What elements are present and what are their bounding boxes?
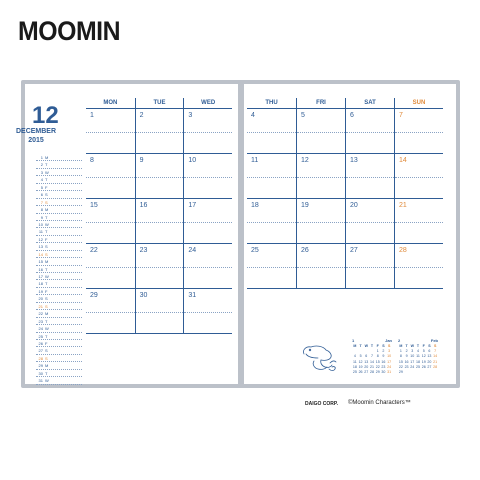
mini-calendar-day: 2 [405,349,408,354]
day-list-weekday: W [45,221,49,227]
mini-calendar-day: 12 [358,359,363,364]
day-list-number: 3 [40,169,43,175]
day-list [36,154,82,385]
day-list-row [36,243,82,250]
day-list-number: 25 [38,333,43,339]
day-list-weekday: T [45,281,48,287]
mini-calendar-day: 14 [369,359,374,364]
day-list-weekday: M [45,155,49,160]
mini-calendar-day: 6 [428,349,431,354]
weekday-header: SAT [345,98,394,109]
mini-calendar-day: 25 [415,364,420,369]
mini-calendar-day: 22 [375,364,380,369]
day-cell[interactable]: 29 [86,289,135,334]
day-list-number: 28 [38,355,43,361]
mini-calendar-weekday: T [416,344,420,348]
mini-calendar-day: 8 [399,354,402,359]
day-list-row [36,370,82,377]
day-cell[interactable]: 27 [345,244,394,289]
weekday-header: FRI [296,98,345,109]
day-list-number: 26 [38,340,43,346]
mini-calendar-day: 11 [352,359,357,364]
day-list-row [36,161,82,168]
month-number: 12 [32,102,59,129]
mini-calendar-weekday: S [387,344,391,348]
publisher-logo: DAIGO CORP. [305,401,338,407]
day-list-number: 2 [40,162,43,168]
day-list-number: 8 [40,207,43,213]
day-list-row [36,325,82,332]
day-list-row [36,355,82,362]
mini-calendar-weekday: M [353,344,357,348]
mini-calendar-day: 9 [382,354,385,359]
day-list-weekday: T [45,177,48,183]
day-cell[interactable]: 2 [135,109,184,154]
day-list-row [36,362,82,369]
mini-calendar-day: 2 [382,349,385,354]
day-list-weekday: M [45,259,49,265]
day-list-weekday: F [45,288,48,294]
day-list-number: 12 [38,236,43,242]
day-list-number: 10 [38,221,43,227]
day-list-row [36,206,82,213]
day-cell[interactable]: 20 [345,199,394,244]
day-cell[interactable]: 3 [183,109,232,154]
mini-calendar-day: 10 [410,354,415,359]
day-cell[interactable]: 18 [247,199,296,244]
day-cell[interactable]: 23 [135,244,184,289]
day-cell[interactable]: 4 [247,109,296,154]
mini-calendar-day: 11 [416,354,420,359]
mini-calendar-day: 10 [387,354,392,359]
day-cell[interactable]: 31 [183,289,232,334]
day-list-row [36,236,82,243]
mini-calendar-day: 26 [421,364,426,369]
day-list-number: 29 [38,363,43,369]
day-list-weekday: F [45,184,48,190]
day-list-weekday: S [45,296,48,302]
day-cell[interactable]: 5 [296,109,345,154]
day-list-number: 11 [38,229,43,235]
mini-calendar-grid [352,344,392,375]
mini-calendar-day: 23 [381,364,386,369]
day-list-row [36,184,82,191]
mini-calendar-month-label: Jan [385,338,392,343]
mini-calendar-day: 13 [427,354,432,359]
day-list-row [36,310,82,317]
day-list-weekday: F [45,340,48,346]
day-cell[interactable]: 14 [394,154,443,199]
day-list-row [36,199,82,206]
day-list-weekday: T [45,229,48,235]
day-list-weekday: M [45,363,49,369]
day-list-weekday: M [45,311,49,317]
mini-calendar-month-number: 1 [352,338,355,343]
mini-calendar-day: 21 [369,364,374,369]
day-cell[interactable]: 26 [296,244,345,289]
day-list-number: 31 [38,378,43,384]
day-list-number: 13 [38,244,43,250]
day-cell[interactable]: 12 [296,154,345,199]
mini-calendar-month-number: 2 [398,338,401,343]
mini-calendar-day: 21 [433,359,438,364]
day-cell[interactable]: 10 [183,154,232,199]
day-cell[interactable]: 30 [135,289,184,334]
day-cell[interactable]: 9 [135,154,184,199]
day-list-row [36,221,82,228]
day-cell[interactable]: 1 [86,109,135,154]
day-list-number: 18 [38,281,43,287]
day-list-weekday: T [45,266,48,272]
day-list-row [36,154,82,161]
mini-calendar-day: 7 [434,349,437,354]
day-list-number: 4 [40,177,43,183]
mini-calendar-day: 13 [364,359,369,364]
day-cell[interactable]: 25 [247,244,296,289]
day-list-row [36,273,82,280]
mini-calendar-day: 14 [433,354,438,359]
weekday-header: WED [183,98,232,109]
mini-calendar-day: 19 [358,364,363,369]
mini-calendar-day: 16 [381,359,386,364]
day-list-number: 16 [38,266,43,272]
mini-calendar-day: 3 [388,349,391,354]
day-list-number: 21 [38,303,43,309]
day-list-weekday: S [45,355,48,361]
day-list-row [36,191,82,198]
mini-calendar-day: 28 [369,369,374,374]
day-cell[interactable]: 15 [86,199,135,244]
mini-calendar-day: 25 [352,369,357,374]
day-list-row [36,295,82,302]
day-cell[interactable]: 13 [345,154,394,199]
day-cell[interactable]: 24 [183,244,232,289]
mini-calendar-day: 30 [381,369,386,374]
right-week-grid [247,98,443,289]
day-cell[interactable]: 11 [247,154,296,199]
day-list-weekday: S [45,348,48,354]
day-cell[interactable]: 7 [394,109,443,154]
day-list-number: 14 [38,251,43,257]
mini-calendar-day: 1 [399,349,402,354]
mini-calendar-weekday: W [364,344,368,348]
day-cell[interactable]: 21 [394,199,443,244]
mini-calendar-day: 4 [416,349,419,354]
day-list-weekday: T [45,214,48,220]
day-list-weekday: F [45,236,48,242]
day-list-number: 9 [40,214,43,220]
day-list-weekday: W [45,274,49,279]
mini-calendar-day: 19 [421,359,426,364]
day-list-row [36,333,82,340]
mini-calendar-day: 17 [387,359,392,364]
weekday-header: TUE [135,98,184,109]
day-cell[interactable]: 19 [296,199,345,244]
mini-calendar-day: 8 [376,354,379,359]
day-cell[interactable]: 6 [345,109,394,154]
mini-calendar-day: 29 [375,369,380,374]
mini-calendar-weekday: F [376,344,379,348]
month-year: 2015 [28,137,44,144]
day-cell[interactable]: 22 [86,244,135,289]
mini-calendar-month-label: Feb [430,338,438,343]
day-list-number: 5 [40,184,43,190]
day-list-row [36,266,82,273]
mini-calendar-day: 15 [375,359,380,364]
day-list-number: 7 [40,199,43,205]
day-list-row [36,340,82,347]
day-list-weekday: S [45,199,48,205]
day-cell[interactable]: 8 [86,154,135,199]
day-list-row [36,377,82,384]
mini-calendar-weekday: F [422,344,425,348]
left-week-grid [86,98,232,334]
day-list-number: 23 [38,318,43,324]
day-list-number: 20 [38,296,43,302]
mini-calendar-day: 22 [398,364,403,369]
day-list-weekday: T [45,318,48,324]
day-list-weekday: T [45,162,48,168]
mini-calendar-weekday: T [359,344,362,348]
mini-calendar-day: 17 [410,359,415,364]
day-cell[interactable]: 16 [135,199,184,244]
mini-calendar-day: 16 [404,359,409,364]
moomin-illustration-icon [294,336,344,376]
weekday-header: THU [247,98,296,109]
mini-calendar-day: 3 [411,349,414,354]
moomin-logo: MOOMIN [18,16,121,46]
day-list-weekday: S [45,192,48,198]
day-list-row [36,176,82,183]
day-list-number: 1 [40,155,43,160]
day-list-number: 15 [38,259,43,265]
mini-calendar-weekday: T [370,344,374,348]
month-name: DECEMBER [15,128,57,135]
weekday-header: SUN [394,98,443,109]
day-list-row [36,318,82,325]
mini-calendar-weekday: M [399,344,403,348]
mini-calendar-day: 23 [404,364,409,369]
mini-calendar-day: 20 [427,359,432,364]
mini-calendar-grid [398,344,438,375]
mini-calendar-january [352,338,392,375]
day-list-weekday: S [45,244,48,250]
weekday-header: MON [86,98,135,109]
day-list-row [36,251,82,258]
mini-calendar-weekday: S [433,344,437,348]
day-list-row [36,228,82,235]
mini-calendar-day: 15 [398,359,403,364]
mini-calendar-day: 31 [387,369,392,374]
mini-calendar-day: 5 [422,349,425,354]
day-list-row [36,347,82,354]
day-list-weekday: S [45,251,48,257]
day-cell[interactable]: 28 [394,244,443,289]
day-list-number: 27 [38,348,43,354]
day-list-number: 19 [38,288,43,294]
mini-calendar-day: 27 [364,369,369,374]
mini-calendar-weekday: S [428,344,431,348]
day-list-weekday: T [45,370,48,376]
mini-calendar-day: 24 [410,364,415,369]
mini-calendar-day: 4 [353,354,356,359]
mini-calendar-day: 6 [365,354,368,359]
mini-calendar-day: 27 [427,364,432,369]
day-cell[interactable]: 17 [183,199,232,244]
mini-calendar-day: 29 [398,369,403,374]
day-list-row [36,280,82,287]
day-list-number: 17 [38,274,43,279]
mini-calendar-february [398,338,438,375]
day-list-row [36,288,82,295]
day-list-weekday: M [45,207,49,213]
mini-calendar-day: 12 [421,354,426,359]
day-list-row [36,214,82,221]
mini-calendar-weekday: W [410,344,414,348]
mini-calendar-day: 18 [415,359,420,364]
mini-calendar-day: 20 [364,364,369,369]
day-list-number: 30 [38,370,43,376]
day-list-weekday: W [45,378,49,384]
mini-calendar-day: 1 [376,349,379,354]
copyright-text: ©Moomin Characters™ [348,400,411,406]
mini-calendar-day: 7 [370,354,373,359]
mini-calendar-weekday: S [382,344,385,348]
day-list-weekday: W [45,326,49,332]
mini-calendar-day: 9 [405,354,408,359]
mini-calendar-weekday: T [405,344,408,348]
day-list-row [36,169,82,176]
mini-calendar-day: 5 [359,354,362,359]
day-list-weekday: W [45,169,49,175]
mini-calendar-day: 24 [387,364,392,369]
day-list-number: 24 [38,326,43,332]
day-list-weekday: S [45,303,48,309]
mini-calendar-day: 26 [358,369,363,374]
mini-calendar-day: 28 [433,364,438,369]
day-list-number: 22 [38,311,43,317]
mini-calendar-day: 18 [352,364,357,369]
day-list-row [36,303,82,310]
day-list-weekday: T [45,333,48,339]
day-list-row [36,258,82,265]
day-list-number: 6 [40,192,43,198]
